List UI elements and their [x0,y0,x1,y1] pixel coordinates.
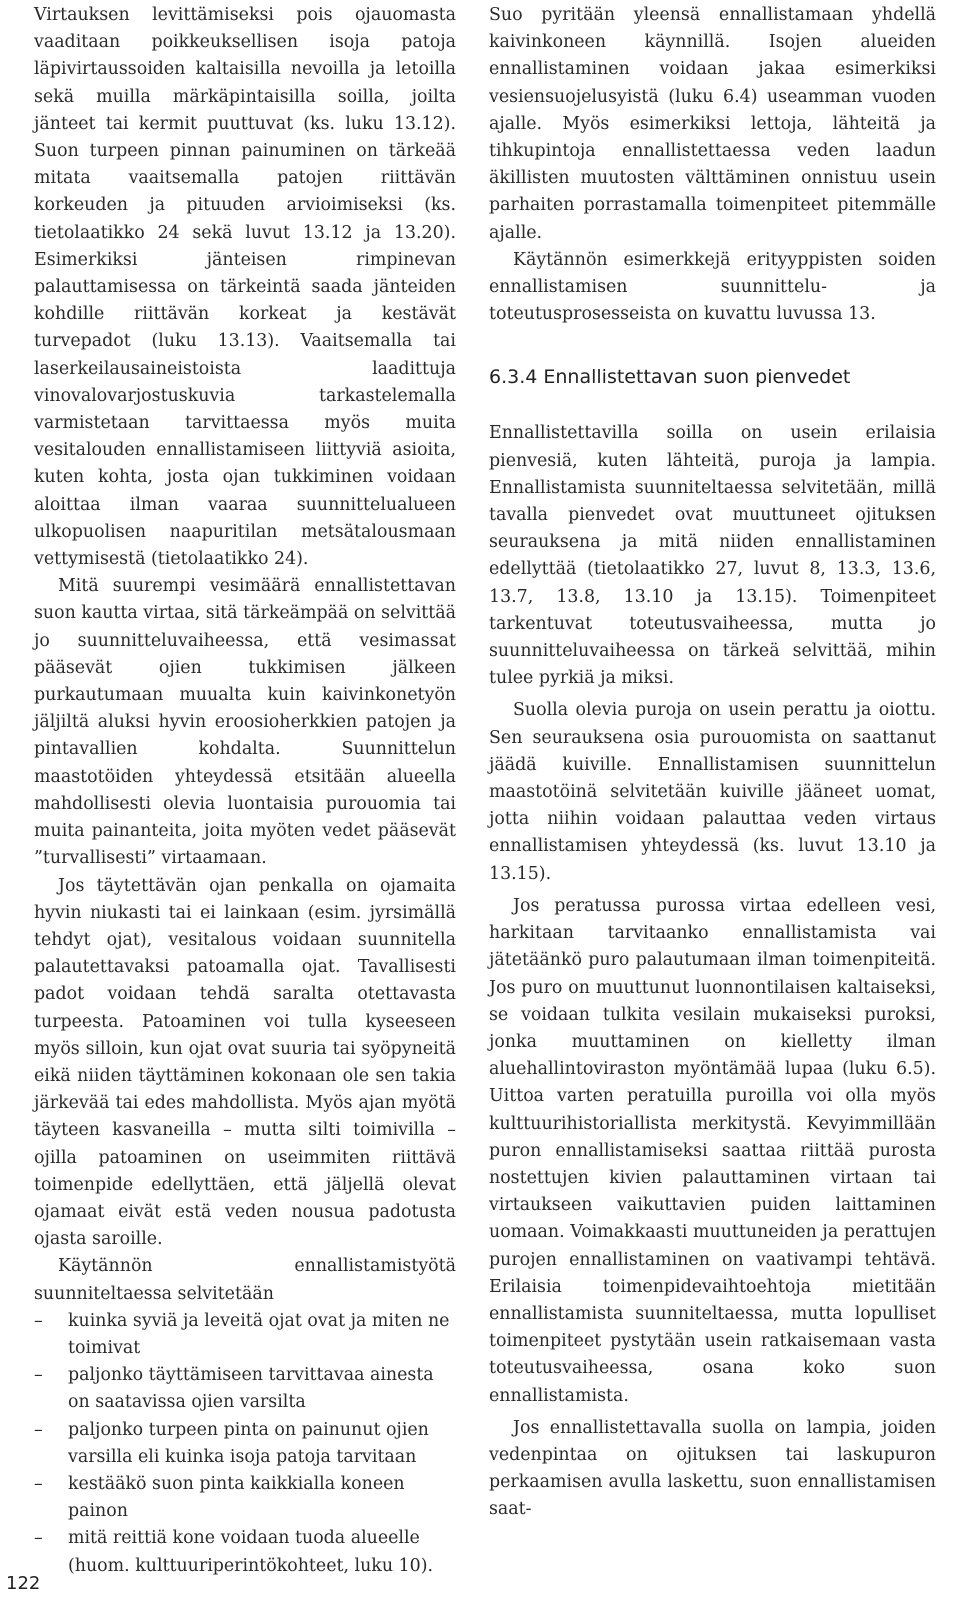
paragraph: Jos täytettävän ojan penkalla on ojamaita hyvin niukasti tai ei lainkaan (esim. jyrsimällä tehdyt ojat), vesitalous voidaan suunnitella palautettavaksi patoamalla ojat. Tavallisesti padot voidaan tehdä saralta otettavasta turpeesta. Patoaminen voi tulla kyseeseen myös silloin, kun ojat ovat suuria tai syöpyneitä eikä niiden täyttäminen kokonaan ole sen takia järkevää tai edes mahdollista. Myös ajan myötä täyteen kasvaneilla – mutta silti toimivilla – ojilla patoaminen on useimmiten riittävä toimenpide edellyttäen, että jäljellä olevat ojamaat eivät estä veden nousua padotusta ojasta saroille. [34,875,456,1250]
section-heading: 6.3.4 Ennallistettavan suon pienvedet [489,366,851,389]
list-item-text: paljonko turpeen pinta on painunut ojien varsilla eli kuinka isoja patoja tarvitaan [68,1419,429,1467]
list-item-text: mitä reittiä kone voidaan tuoda alueelle (huom. kulttuuriperintökohteet, luku 10). [68,1528,434,1576]
paragraph: Virtauksen levittämiseksi pois ojauomasta vaaditaan poikkeuksellisen isoja patoja läpivirtaussoiden kaltaisilla nevoilla ja letoilla sekä muilla märkäpintaisilla soilla, joilta jänteet tai kermit puuttuvat (ks. luku 13.12). Suon turpeen pinnan painuminen on tärkeää mitata vaaitsemalla patojen riittävän korkeuden ja pituuden arvioimiseksi (ks. tietolaatikko 24 sekä luvut 13.12 ja 13.20). Esimerkiksi jänteisen rimpinevan palauttamisessa on tärkeintä saada jänteiden kohdille riittävän korkeat ja kestävät turvepadot (luku 13.13). Vaaitsemalla tai laserkeilausaineistoista laadittuja vinovalovarjostuskuvia tarkastelemalla varmistetaan tarvittaessa myös muita vesitalouden ennallistamiseen liittyviä asioita, kuten kohta, josta ojan tukkiminen voidaan aloittaa ilman vaaraa suunnittelualueen ulkopuolisen naapuritilan metsätalousmaan vettymisestä (tietolaatikko 24). [34,5,456,570]
paragraph: Suolla olevia puroja on usein perattu ja oiottu. Sen seurauksena osia purouomista on saattanut jäädä kuiville. Ennallistamisen suunnittelun maastotöinä selvitetään kuiville jääneet uomat, jotta niihin voidaan palauttaa veden virtaus ennallistamisen yhteydessä (ks. luvut 13.10 ja 13.15). [489,700,936,884]
list-item-text: paljonko täyttämiseen tarvittavaa ainesta on saatavissa ojien varsilta [68,1365,434,1413]
list-item [34,1308,456,1362]
dash-marker: – [34,1310,43,1331]
paragraph: Käytännön esimerkkejä erityyppisten soiden ennallistamisen suunnittelu- ja toteutusprosesseista on kuvattu luvussa 13. [489,249,936,325]
left-column [34,2,456,1580]
dash-marker: – [34,1528,43,1549]
paragraph: Jos peratussa purossa virtaa edelleen vesi, harkitaan tarvitaanko ennallistamista vai jätetäänkö puro palautumaan ilman toimenpiteitä. Jos puro on muuttunut luonnontilaisen kaltaiseksi, se voidaan tulkita vesilain mukaiseksi puroksi, jonka muuttaminen on kielletty ilman aluehallintoviraston myöntämää lupaa (luku 6.5). Uittoa varten peratuilla puroilla voi olla myös kulttuurihistoriallista merkitystä. Kevyimmillään puron ennallistamiseksi saattaa riittää purosta nostettujen kivien palauttaminen virtaan tai virtaukseen vaikuttavien puiden laittaminen uomaan. Voimakkaasti muuttuneiden ja perattujen purojen ennallistaminen on vaativampi tehtävä. Erilaisia toimenpidevaihtoehtoja mietitään ennallistamista suunniteltaessa, mutta lopulliset toimenpiteet pystytään usein ratkaisemaan vasta toteutusvaiheessa, osana koko suon ennallistamista. [489,895,936,1406]
bullet-list [34,1308,456,1580]
list-item-text: kestääkö suon pinta kaikkialla koneen painon [68,1473,405,1522]
paragraph: Suo pyritään yleensä ennallistamaan yhdellä kaivinkoneen käynnillä. Isojen alueiden ennallistaminen voidaan jakaa esimerkiksi vesiensuojelusyistä (luku 6.4) useamman vuoden ajalle. Myös esimerkiksi lettoja, lähteitä ja tihkupintoja ennallistettaessa veden laadun äkillisten muutosten välttäminen onnistuu usein parhaiten porrastamalla toimenpiteet pitemmälle ajalle. [489,5,936,243]
paragraph: Mitä suurempi vesimäärä ennallistettavan suon kautta virtaa, sitä tärkeämpää on selvittää jo suunnitteluvaiheessa, että vesimassat pääsevät ojien tukkimisen jälkeen purkautumaan muualta kuin kaivinkonetyön jäljiltä aluksi hyvin eroosioherkkien patojen ja pintavallien kohdalta. Suunnittelun maastotöiden yhteydessä etsitään alueella mahdollisesti olevia luontaisia purouomia tai muita painanteita, joita myöten vedet pääsevät ”turvallisesti” virtaamaan. [34,576,456,869]
dash-marker: – [34,1419,43,1440]
list-item-text: kuinka syviä ja leveitä ojat ovat ja miten ne toimivat [68,1310,450,1358]
list-item [34,1362,456,1416]
paragraph: Käytännön ennallistamistyötä suunniteltaessa selvitetään [34,1256,456,1304]
paragraph: Ennallistettavilla soilla on usein erilaisia pienvesiä, kuten lähteitä, puroja ja lampia. Ennallistamista suunniteltaessa selvitetään, millä tavalla pienvedet ovat muuttuneet ojituksen seurauksena ja mitä niiden ennallistaminen edellyttää (tietolaatikko 27, luvut 8, 13.3, 13.6, 13.7, 13.8, 13.10 ja 13.15). Toimenpiteet tarkentuvat toteutusvaiheessa, mutta jo suunnitteluvaiheessa on tärkeä selvittää, mihin tulee pyrkiä ja miksi. [489,423,936,689]
dash-marker: – [34,1473,43,1494]
dash-marker: – [34,1365,43,1386]
list-item [34,1417,456,1471]
page-number: 122 [6,1573,41,1594]
paragraph: Jos ennallistettavalla suolla on lampia, joiden vedenpintaa on ojituksen tai laskupuron perkaamisen avulla laskettu, suon ennallistamisen saat- [489,1417,936,1520]
list-item [34,1525,456,1579]
list-item [34,1471,456,1525]
right-column [489,2,936,1524]
